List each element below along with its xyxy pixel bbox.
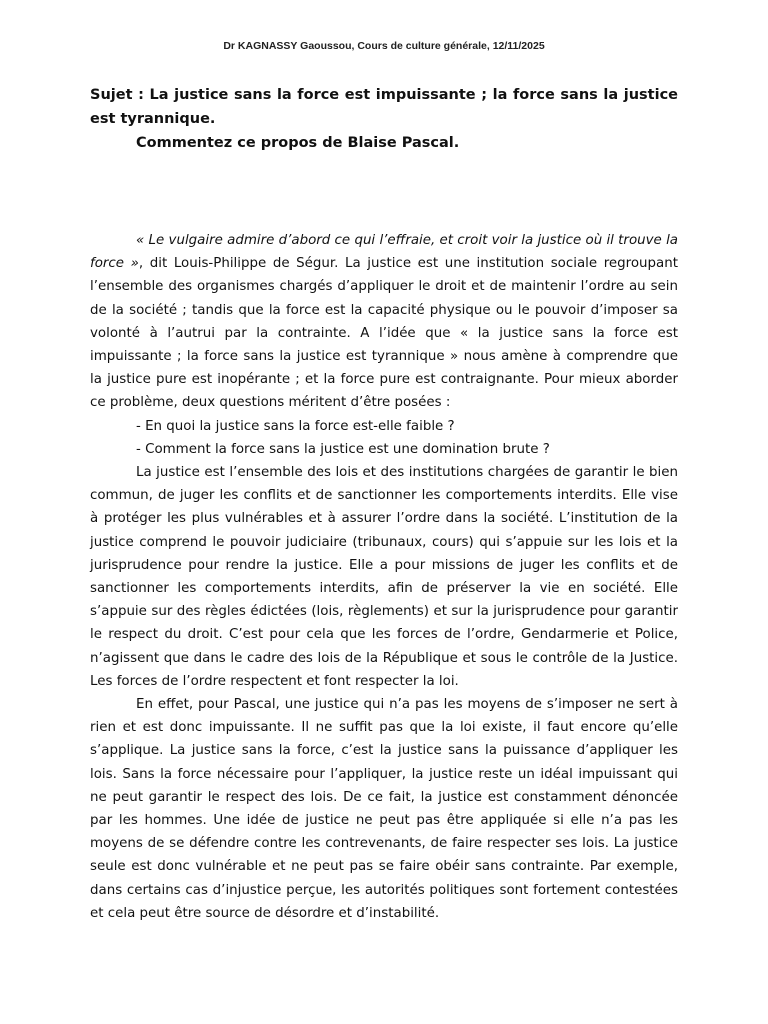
page-header: Dr KAGNASSY Gaoussou, Cours de culture générale, 12/11/2025 xyxy=(223,40,545,52)
intro-paragraph xyxy=(90,229,678,415)
subject-statement: Sujet : La justice sans la force est impuissante ; la force sans la justice est tyrannique. xyxy=(90,87,678,127)
subject-block xyxy=(90,83,678,155)
body-paragraph: En effet, pour Pascal, une justice qui n’a pas les moyens de s’imposer ne sert à rien et est donc impuissante. Il ne suffit pas que la loi existe, il faut encore qu’elle s’applique. La justice sans la force, c’est la justice sans la puissance d’appliquer les lois. Sans la force nécessaire pour l’appliquer, la justice reste un idéal impuissant qui ne peut garantir le respect des lois. De ce fait, la justice est constamment dénoncée par les hommes. Une idée de justice ne peut pas être appliquée si elle n’a pas les moyens de se défendre contre les contrevenants, de faire respecter ses lois. La justice seule est donc vulnérable et ne peut pas se faire obéir sans contrainte. Par exemple, dans certains cas d’injustice perçue, les autorités politiques sont fortement contestées et cela peut être source de désordre et d’instabilité. xyxy=(90,697,678,921)
intro-quote: « Le vulgaire admire d’abord ce qui l’effraie, et croit voir la justice où il trouve la force » xyxy=(90,233,678,272)
question-item: - Comment la force sans la justice est une domination brute ? xyxy=(136,441,550,457)
subject-instruction: Commentez ce propos de Blaise Pascal. xyxy=(136,135,460,151)
body-text xyxy=(90,229,678,925)
question-item: - En quoi la justice sans la force est-elle faible ? xyxy=(136,418,455,434)
body-paragraph: La justice est l’ensemble des lois et des institutions chargées de garantir le bien commun, de juger les conflits et de sanctionner les comportements interdits. Elle vise à protéger les plus vulnérables et à assurer l’ordre dans la société. L’institution de la justice comprend le pouvoir judiciaire (tribunaux, cours) qui s’appuie sur les lois et la jurisprudence pour rendre la justice. Elle a pour missions de juger les conflits et de sanctionner les comportements interdits, afin de préserver la vie en société. Elle s’appuie sur des règles édictées (lois, règlements) et sur la jurisprudence pour garantir le respect du droit. C’est pour cela que les forces de l’ordre, Gendarmerie et Police, n’agissent que dans le cadre des lois de la République et sous le contrôle de la Justice. Les forces de l’ordre respectent et font respecter la loi. xyxy=(90,465,678,689)
intro-text: , dit Louis-Philippe de Ségur. La justice est une institution sociale regroupant l’ensemble des organismes chargés d’appliquer le droit et de maintenir l’ordre au sein de la société ; tandis que la force est la capacité physique ou le pouvoir d’imposer sa volonté à l’autrui par la contrainte. A l’idée que « la justice sans la force est impuissante ; la force sans la justice est tyrannique » nous amène à comprendre que la justice pure est inopérante ; et la force pure est contraignante. Pour mieux aborder ce problème, deux questions méritent d’être posées : xyxy=(90,256,678,411)
